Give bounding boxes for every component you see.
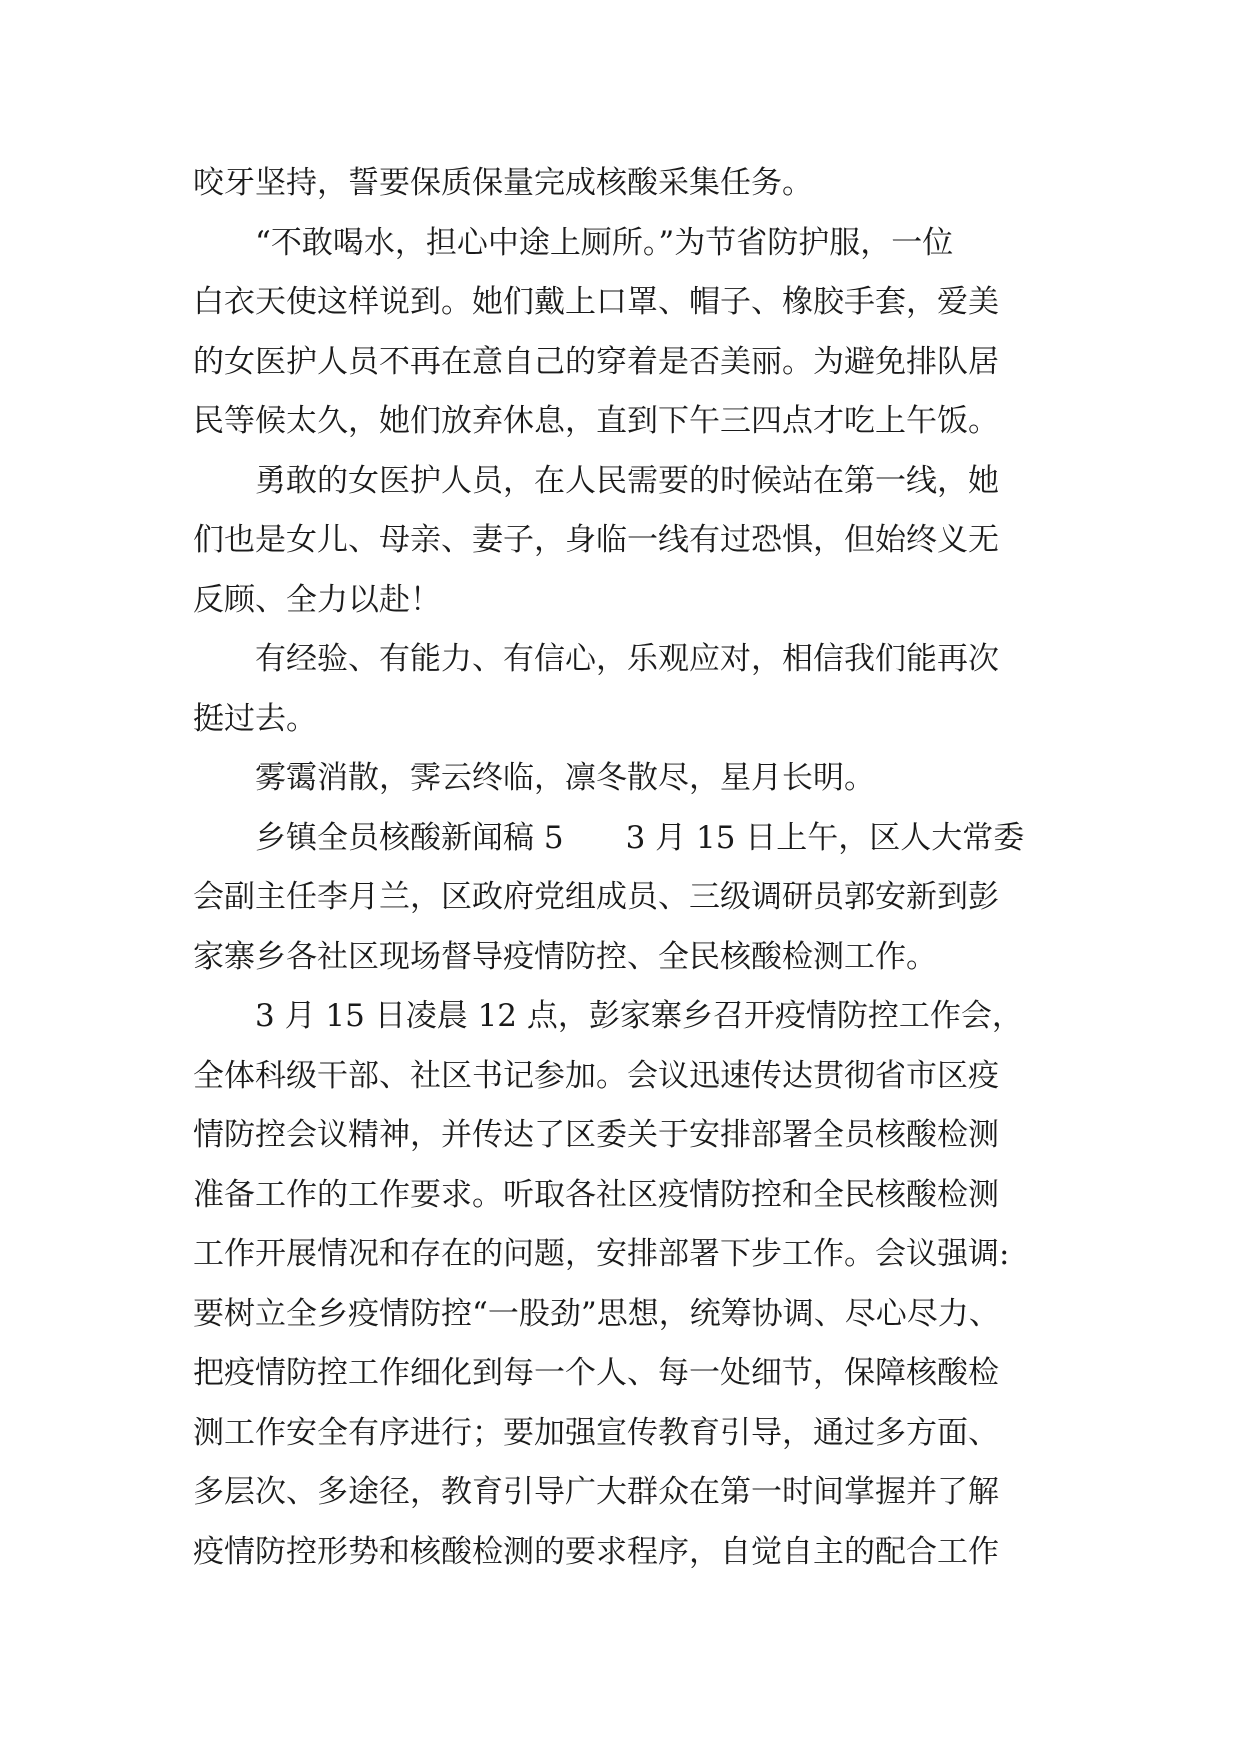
text-line: 的女医护人员不再在意自己的穿着是否美丽。为避免排队居 — [193, 343, 999, 380]
text-line: “不敢喝水，担心中途上厕所。”为节省防护服，一位 — [193, 224, 954, 261]
text-line: 民等候太久，她们放弃休息，直到下午三四点才吃上午饭。 — [193, 403, 999, 439]
text-line: 全体科级干部、社区书记参加。会议迅速传达贯彻省市区疫 — [193, 1057, 999, 1094]
text-line: 乡镇全员核酸新闻稿 5 3 月 15 日上午，区人大常委 — [193, 819, 1025, 856]
text-line: 测工作安全有序进行；要加强宣传教育引导，通过多方面、 — [193, 1414, 999, 1451]
text-line: 3 月 15 日凌晨 12 点，彭家寨乡召开疫情防控工作会， — [193, 998, 1023, 1034]
text-line: 白衣天使这样说到。她们戴上口罩、帽子、橡胶手套，爱美 — [193, 284, 999, 320]
text-line: 工作开展情况和存在的问题，安排部署下步工作。会议强调: — [193, 1236, 1010, 1272]
text-line: 反顾、全力以赴！ — [193, 581, 441, 618]
text-line: 多层次、多途径，教育引导广大群众在第一时间掌握并了解 — [193, 1474, 999, 1510]
text-line: 雾霭消散，霁云终临，凛冬散尽，星月长明。 — [193, 760, 875, 796]
text-line: 疫情防控形势和核酸检测的要求程序，自觉自主的配合工作 — [193, 1533, 999, 1570]
text-line: 准备工作的工作要求。听取各社区疫情防控和全民核酸检测 — [193, 1176, 999, 1213]
text-line: 会副主任李月兰，区政府党组成员、三级调研员郭安新到彭 — [193, 879, 999, 915]
text-line: 挺过去。 — [193, 700, 317, 737]
text-line: 咬牙坚持，誓要保质保量完成核酸采集任务。 — [193, 165, 813, 201]
text-line: 家寨乡各社区现场督导疫情防控、全民核酸检测工作。 — [193, 938, 937, 975]
text-line: 勇敢的女医护人员，在人民需要的时候站在第一线，她 — [193, 462, 999, 499]
text-line: 把疫情防控工作细化到每一个人、每一处细节，保障核酸检 — [193, 1355, 999, 1391]
document-body — [193, 154, 1073, 1582]
text-line: 有经验、有能力、有信心，乐观应对，相信我们能再次 — [193, 641, 999, 677]
text-line: 情防控会议精神，并传达了区委关于安排部署全员核酸检测 — [193, 1117, 999, 1153]
text-line: 们也是女儿、母亲、妻子，身临一线有过恐惧，但始终义无 — [193, 522, 999, 558]
text-line: 要树立全乡疫情防控“一股劲”思想，统筹协调、尽心尽力、 — [193, 1295, 1000, 1332]
